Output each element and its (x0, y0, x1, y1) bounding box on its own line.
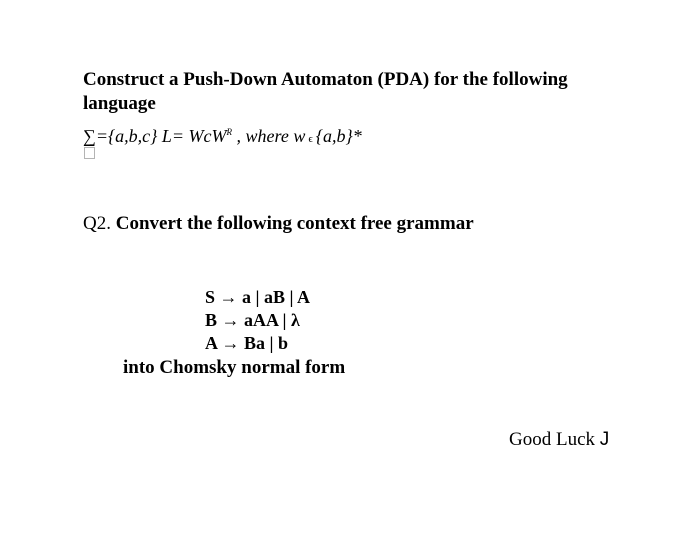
grammar-rule-b: B → aAA | λ (205, 310, 300, 330)
closing-text: Good Luck (509, 429, 596, 450)
question2-heading (83, 212, 474, 236)
grammar-rule-a: A → Ba | b (205, 333, 288, 353)
question1-line2: language (83, 93, 156, 114)
question2-target-form: into Chomsky normal form (123, 357, 346, 378)
closing-letter: J (599, 429, 610, 450)
question1-line1: Construct a Push-Down Automaton (PDA) for the following (83, 69, 568, 90)
element-of-symbol: ϵ (308, 133, 313, 145)
reverse-superscript: R (226, 127, 233, 137)
closing-message (509, 428, 609, 452)
question2-prompt: Convert the following context free grammar (115, 213, 474, 234)
where-clause: , where w (236, 126, 306, 146)
question1-language-definition (83, 120, 362, 151)
question2-number: Q2. (83, 213, 111, 234)
set-definition: {a,b}* (315, 126, 362, 146)
grammar-rule-s: S → a | aB | A (205, 287, 310, 307)
language-definition: L= WcW (161, 126, 227, 146)
question1-heading (83, 68, 568, 116)
grammar-rules (205, 286, 310, 355)
empty-checkbox[interactable] (84, 147, 95, 159)
alphabet-definition: ∑={a,b,c} (83, 126, 158, 146)
